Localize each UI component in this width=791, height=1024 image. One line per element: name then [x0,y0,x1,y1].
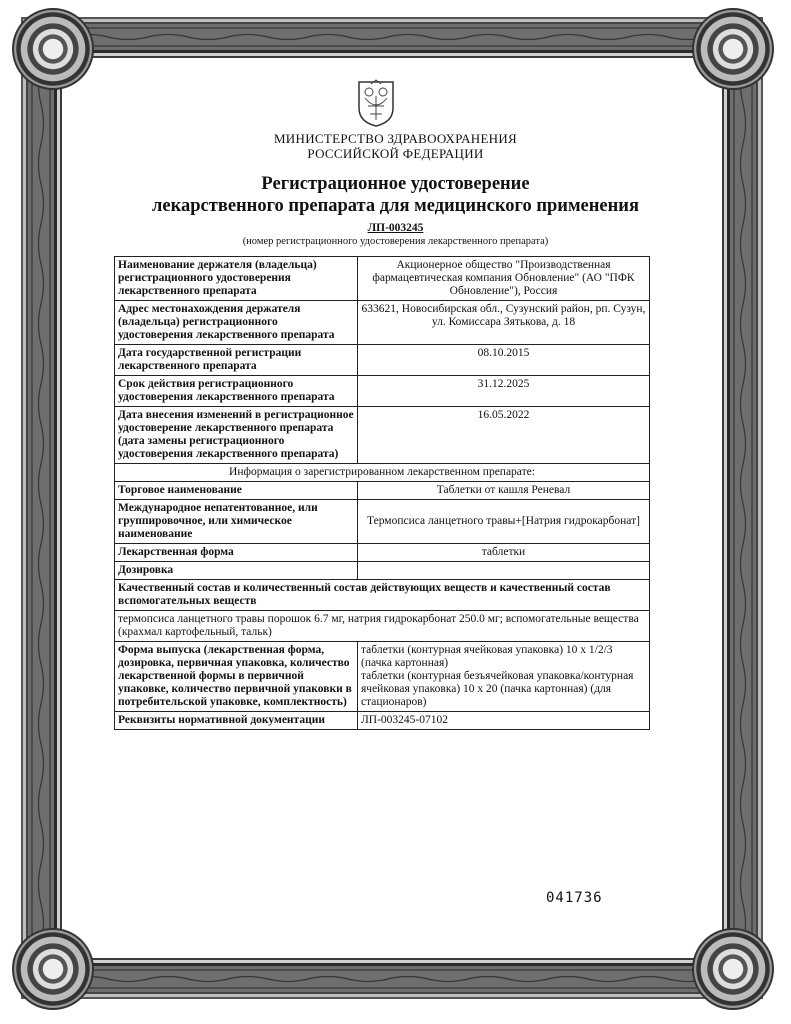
inn-label: Международное непатентованное, или группировочное, или химическое наименование [115,500,358,544]
dosage-value [358,562,650,580]
changes-date-value: 16.05.2022 [358,407,650,464]
table-row [115,345,650,376]
serial-number: 041736 [546,890,603,906]
table-row [115,500,650,544]
frame-corner-rosette [692,928,774,1010]
registration-date-label: Дата государственной регистрации лекарственного препарата [115,345,358,376]
composition-heading: Качественный состав и количественный состав действующих веществ и качественный состав вспомогательных веществ [115,580,650,611]
address-value: 633621, Новосибирская обл., Сузунский район, рп. Сузун, ул. Комиссара Зятькова, д. 18 [358,301,650,345]
table-row [115,544,650,562]
dosage-label: Дозировка [115,562,358,580]
table-row [115,562,650,580]
certificate-table [114,256,650,730]
dosage-form-value: таблетки [358,544,650,562]
ministry-name-line1: МИНИСТЕРСТВО ЗДРАВООХРАНЕНИЯ [273,131,518,146]
release-form-value-2: таблетки (контурная безъячейковая упаковка/контурная ячейковая упаковка) 10 x 20 (пачка картонная) (для стационаров) [361,670,634,708]
table-row [115,464,650,482]
trade-name-value: Таблетки от кашля Реневал [358,482,650,500]
normative-doc-label: Реквизиты нормативной документации [115,712,358,730]
table-row [115,611,650,642]
coat-of-arms-icon [353,78,399,128]
address-label: Адрес местонахождения держателя (владельца) регистрационного удостоверения лекарственного препарата [115,301,358,345]
validity-label: Срок действия регистрационного удостоверения лекарственного препарата [115,376,358,407]
frame-corner-rosette [692,8,774,90]
release-form-values [358,642,650,712]
registration-number: ЛП-003245 [367,222,424,234]
release-form-label: Форма выпуска (лекарственная форма, дозировка, первичная упаковка, количество лекарственной формы в первичной упаковке, количество первичной упаковки в потребительской упаковке, комплектность) [115,642,358,712]
table-row [115,642,650,712]
frame-corner-rosette [12,8,94,90]
validity-value: 31.12.2025 [358,376,650,407]
dosage-form-label: Лекарственная форма [115,544,358,562]
changes-date-label: Дата внесения изменений в регистрационное удостоверение лекарственного препарата (дата замены регистрационного удостоверения лекарственного препарата) [115,407,358,464]
document-title-line2: лекарственного препарата для медицинского применения [152,196,639,216]
registration-date-value: 08.10.2015 [358,345,650,376]
document-title-line1: Регистрационное удостоверение [261,174,530,194]
table-row [115,482,650,500]
holder-label: Наименование держателя (владельца) регистрационного удостоверения лекарственного препарата [115,257,358,301]
holder-value: Акционерное общество "Производственная фармацевтическая компания Обновление" (АО "ПФК Обновление"), Россия [358,257,650,301]
table-row [115,712,650,730]
registration-number-caption: (номер регистрационного удостоверения лекарственного препарата) [242,236,549,247]
frame-corner-rosette [12,928,94,1010]
release-form-value-1: таблетки (контурная ячейковая упаковка) 10 x 1/2/3 (пачка картонная) [361,644,613,669]
composition-value: термопсиса ланцетного травы порошок 6.7 мг, натрия гидрокарбонат 250.0 мг; вспомогательные вещества (крахмал картофельный, тальк) [115,611,650,642]
table-row [115,580,650,611]
table-row [115,407,650,464]
normative-doc-value: ЛП-003245-07102 [358,712,650,730]
info-heading: Информация о зарегистрированном лекарственном препарате: [115,464,650,482]
table-row [115,376,650,407]
ministry-name-line2: РОССИЙСКОЙ ФЕДЕРАЦИИ [307,146,484,161]
table-row [115,301,650,345]
inn-value: Термопсиса ланцетного травы+[Натрия гидрокарбонат] [358,500,650,544]
table-row [115,257,650,301]
trade-name-label: Торговое наименование [115,482,358,500]
